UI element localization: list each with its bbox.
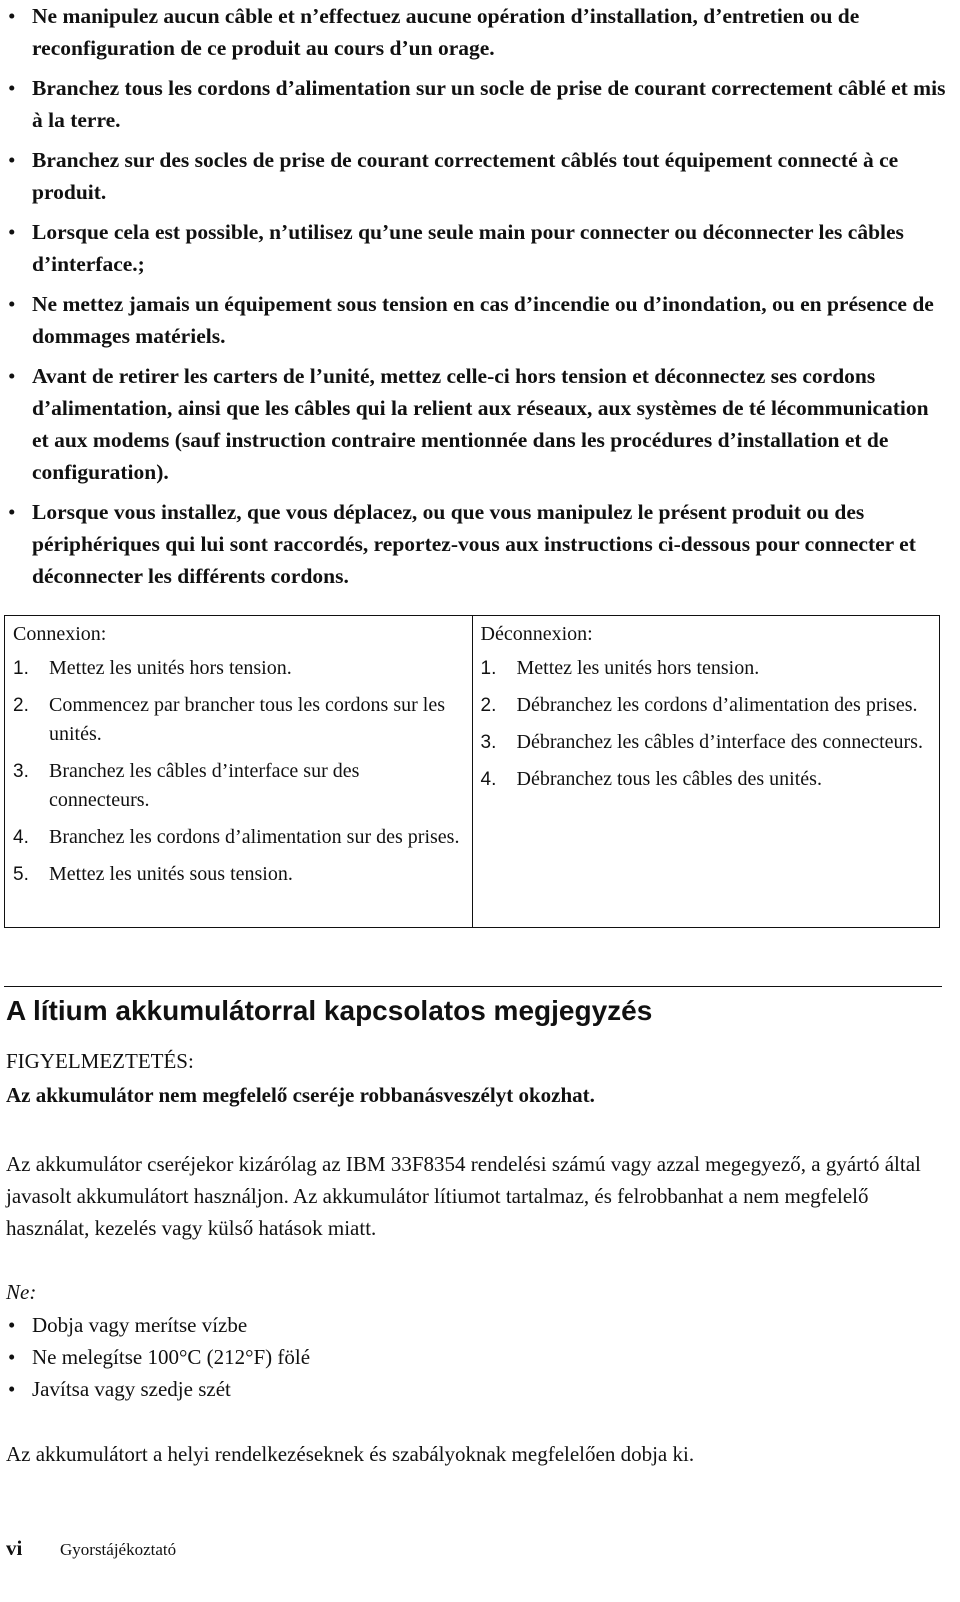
- section-divider: [4, 986, 942, 987]
- battery-paragraph: Az akkumulátor cseréjekor kizárólag az IBM 33F8354 rendelési számú vagy azzal megegyező, a gyártó által javasolt akkumulátort használjon. Az akkumulátor lítiumot tartalmaz, és felrobbanhat a nem megfelelő használat, kezelés vagy külső hatások miatt.: [6, 1152, 921, 1240]
- bullet-glyph: •: [8, 1313, 16, 1337]
- safety-bullet: [6, 216, 948, 280]
- deconnexion-steps: [481, 654, 932, 794]
- step-number: 1.: [480, 658, 497, 679]
- step-text: Débranchez tous les câbles des unités.: [516, 768, 822, 790]
- safety-bullet: [6, 144, 948, 208]
- connexion-title: Connexion:: [13, 623, 107, 645]
- connexion-step: [13, 654, 464, 683]
- step-text: Branchez les cordons d’alimentation sur des prises.: [49, 826, 460, 848]
- step-number: 4.: [13, 827, 29, 848]
- step-number: 2.: [480, 695, 497, 716]
- disposal-paragraph: Az akkumulátort a helyi rendelkezéseknek és szabályoknak megfelelően dobja ki.: [6, 1442, 695, 1466]
- deconnexion-step: [481, 765, 932, 794]
- step-number: 2.: [13, 695, 29, 716]
- safety-bullet-text: Ne manipulez aucun câble et n’effectuez aucune opération d’installation, d’entretien ou de reconfiguration de ce produit au cours d’un orage.: [32, 4, 860, 60]
- ne-item: [6, 1309, 310, 1341]
- step-text: Débranchez les câbles d’interface des connecteurs.: [516, 731, 923, 753]
- bullet-glyph: •: [8, 148, 16, 172]
- step-text: Débranchez les cordons d’alimentation des prises.: [516, 694, 918, 716]
- deconnexion-step: [481, 654, 932, 683]
- safety-bullet-text: Avant de retirer les carters de l’unité, mettez celle-ci hors tension et déconnectez ses cordons d’alimentation, ainsi que les câbles qui la relient aux réseaux, aux systèmes de té lécommunication et aux modems (sauf instruction contraire mentionnée dans les procédures d’installation et de configuration).: [32, 364, 929, 484]
- bullet-glyph: •: [8, 76, 16, 100]
- safety-bullet: [6, 72, 948, 136]
- cable-steps-table: [4, 615, 940, 928]
- connexion-steps: [13, 654, 464, 889]
- step-text: Mettez les unités sous tension.: [49, 863, 293, 885]
- bullet-glyph: •: [8, 1345, 16, 1369]
- bullet-glyph: •: [8, 1377, 16, 1401]
- connexion-step: [13, 860, 464, 889]
- connexion-step: [13, 823, 464, 852]
- ne-item-text: Ne melegítse 100°C (212°F) fölé: [32, 1345, 311, 1369]
- deconnexion-step: [481, 728, 932, 757]
- warning-text: Az akkumulátor nem megfelelő cseréje robbanásveszélyt okozhat.: [6, 1083, 595, 1107]
- step-number: 3.: [13, 761, 29, 782]
- deconnexion-column: [472, 616, 940, 927]
- ne-item-text: Javítsa vagy szedje szét: [32, 1377, 231, 1401]
- section-title: A lítium akkumulátorral kapcsolatos megjegyzés: [6, 995, 653, 1026]
- safety-bullet: [6, 360, 948, 488]
- footer-title: Gyorstájékoztató: [60, 1540, 177, 1559]
- connexion-step: [13, 691, 464, 749]
- safety-bullet-text: Branchez sur des socles de prise de courant correctement câblés tout équipement connecté à ce produit.: [32, 148, 899, 204]
- step-text: Mettez les unités hors tension.: [516, 657, 760, 679]
- safety-bullet-text: Lorsque cela est possible, n’utilisez qu’une seule main pour connecter ou déconnecter les câbles d’interface.;: [32, 220, 904, 276]
- connexion-step: [13, 757, 464, 815]
- bullet-glyph: •: [8, 4, 16, 28]
- ne-item: [6, 1373, 310, 1405]
- safety-bullet: [6, 288, 948, 352]
- deconnexion-title: Déconnexion:: [480, 623, 593, 645]
- page-footer: [6, 1536, 176, 1561]
- ne-list: [6, 1309, 310, 1405]
- warning-label: FIGYELMEZTETÉS:: [6, 1049, 194, 1073]
- bullet-glyph: •: [8, 364, 16, 388]
- ne-item-text: Dobja vagy merítse vízbe: [32, 1313, 248, 1337]
- bullet-glyph: •: [8, 220, 16, 244]
- step-number: 4.: [480, 769, 497, 790]
- bullet-glyph: •: [8, 500, 16, 524]
- step-text: Commencez par brancher tous les cordons sur les unités.: [49, 694, 445, 745]
- deconnexion-step: [481, 691, 932, 720]
- safety-bullet-text: Branchez tous les cordons d’alimentation sur un socle de prise de courant correctement câblé et mis à la terre.: [32, 76, 946, 132]
- step-number: 5.: [13, 864, 29, 885]
- ne-label: Ne:: [6, 1280, 37, 1304]
- ne-item: [6, 1341, 310, 1373]
- safety-bullet: [6, 496, 948, 592]
- step-number: 1.: [13, 658, 29, 679]
- step-text: Branchez les câbles d’interface sur des connecteurs.: [49, 760, 360, 811]
- safety-bullet: [6, 0, 948, 64]
- bullet-glyph: •: [8, 292, 16, 316]
- step-number: 3.: [480, 732, 497, 753]
- safety-bullet-list: [6, 0, 948, 600]
- connexion-column: [5, 616, 472, 927]
- safety-bullet-text: Lorsque vous installez, que vous déplacez, ou que vous manipulez le présent produit ou des périphériques qui lui sont raccordés, reportez-vous aux instructions ci-dessous pour connecter et déconnecter les différents cordons.: [32, 500, 916, 588]
- safety-bullet-text: Ne mettez jamais un équipement sous tension en cas d’incendie ou d’inondation, ou en présence de dommages matériels.: [32, 292, 934, 348]
- step-text: Mettez les unités hors tension.: [49, 657, 292, 679]
- page-number: vi: [6, 1536, 23, 1560]
